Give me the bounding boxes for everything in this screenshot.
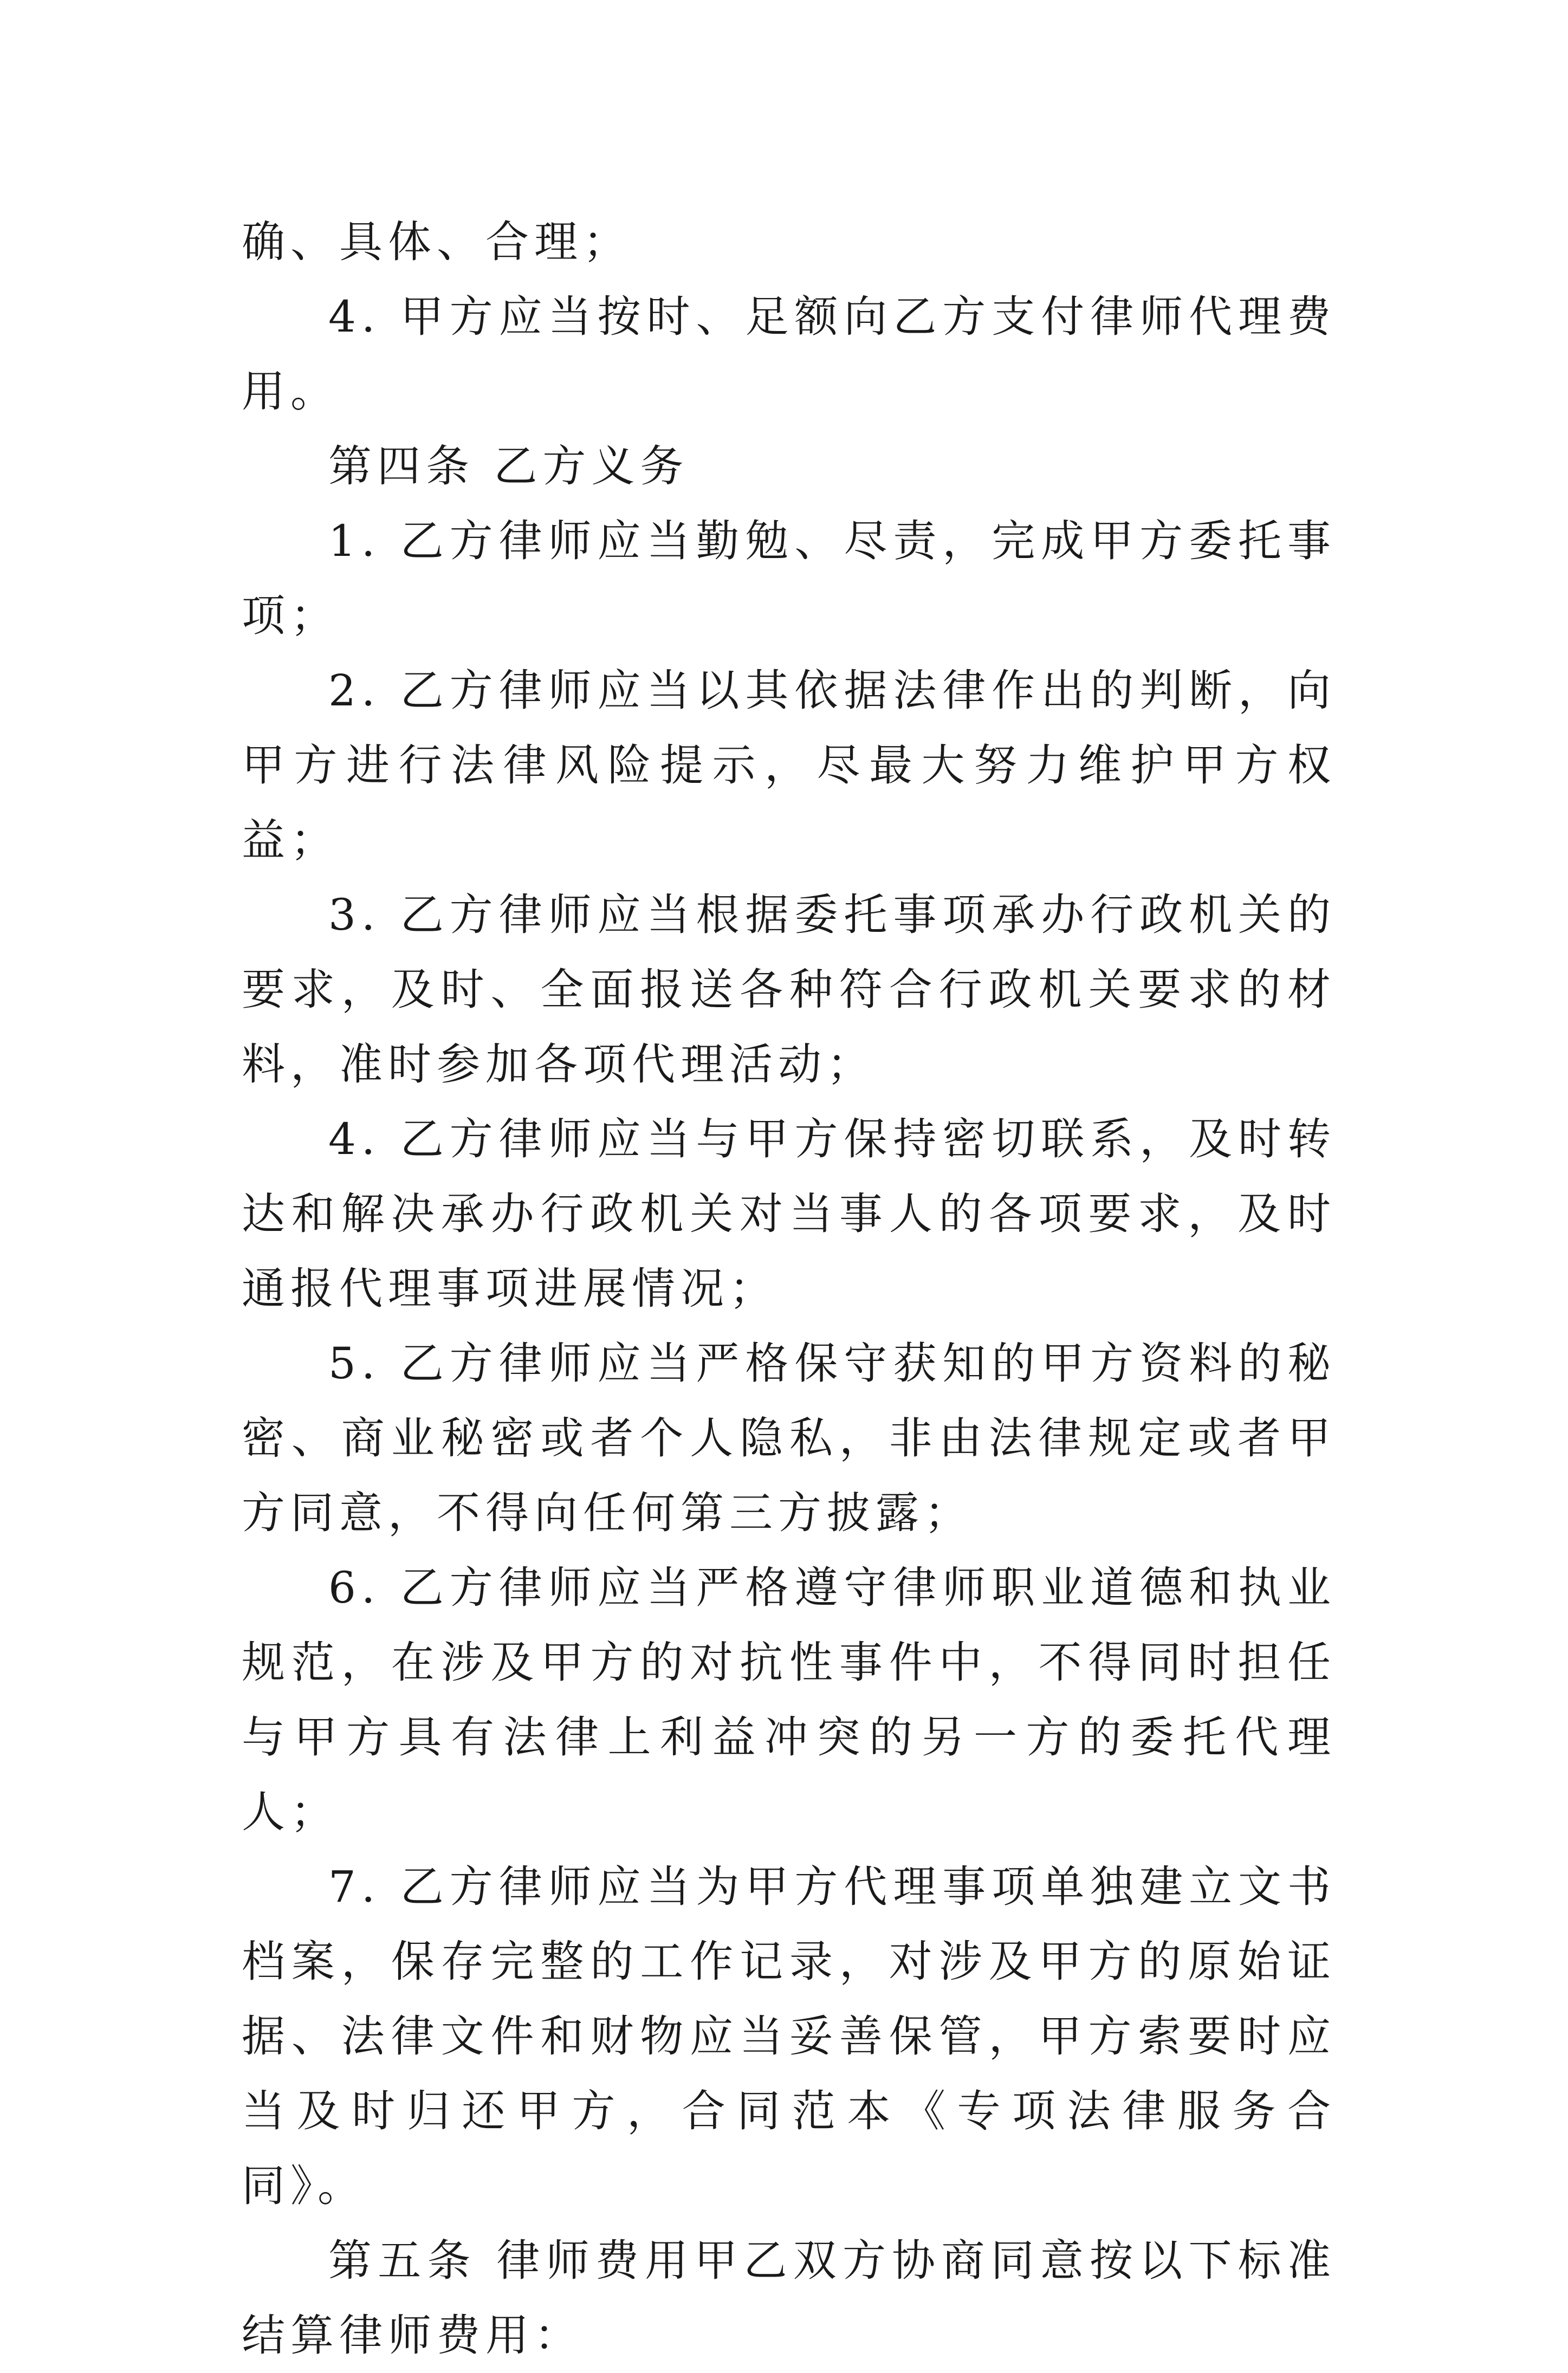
article-4-heading: 第四条 乙方义务	[328, 441, 689, 491]
paragraph-clause-4-6: 6. 乙方律师应当严格遵守律师职业道德和执业规范，在涉及甲方的对抗性事件中，不得同时担任与甲方具有法律上利益冲突的另一方的委托代理人；	[242, 1562, 1336, 1837]
paragraph-clause-4-1: 1. 乙方律师应当勤勉、尽责，完成甲方委托事项；	[242, 516, 1336, 641]
paragraph-clause-4-7: 7. 乙方律师应当为甲方代理事项单独建立文书档案，保存完整的工作记录，对涉及甲方的原始证据、法律文件和财物应当妥善保管，甲方索要时应当及时归还甲方，合同范本《专项法律服务合同》。	[242, 1862, 1336, 2211]
paragraph-clause-4-4: 4. 乙方律师应当与甲方保持密切联系，及时转达和解决承办行政机关对当事人的各项要求，及时通报代理事项进展情况；	[242, 1114, 1336, 1314]
paragraph-clause-4-2: 2. 乙方律师应当以其依据法律作出的判断，向甲方进行法律风险提示，尽最大努力维护甲方权益；	[242, 665, 1336, 865]
paragraph-clause-4-3: 3. 乙方律师应当根据委托事项承办行政机关的要求，及时、全面报送各种符合行政机关要求的材料，准时参加各项代理活动；	[242, 890, 1336, 1090]
article-5-heading: 第五条 律师费用甲乙双方协商同意按以下标准结算律师费用：	[242, 2235, 1336, 2361]
document-body	[242, 205, 1336, 2373]
paragraph-clause-3-4: 4. 甲方应当按时、足额向乙方支付律师代理费用。	[242, 291, 1336, 417]
paragraph-continuation: 确、具体、合理；	[242, 217, 632, 267]
paragraph-clause-4-5: 5. 乙方律师应当严格保守获知的甲方资料的秘密、商业秘密或者个人隐私，非由法律规定或者甲方同意，不得向任何第三方披露；	[242, 1338, 1336, 1538]
